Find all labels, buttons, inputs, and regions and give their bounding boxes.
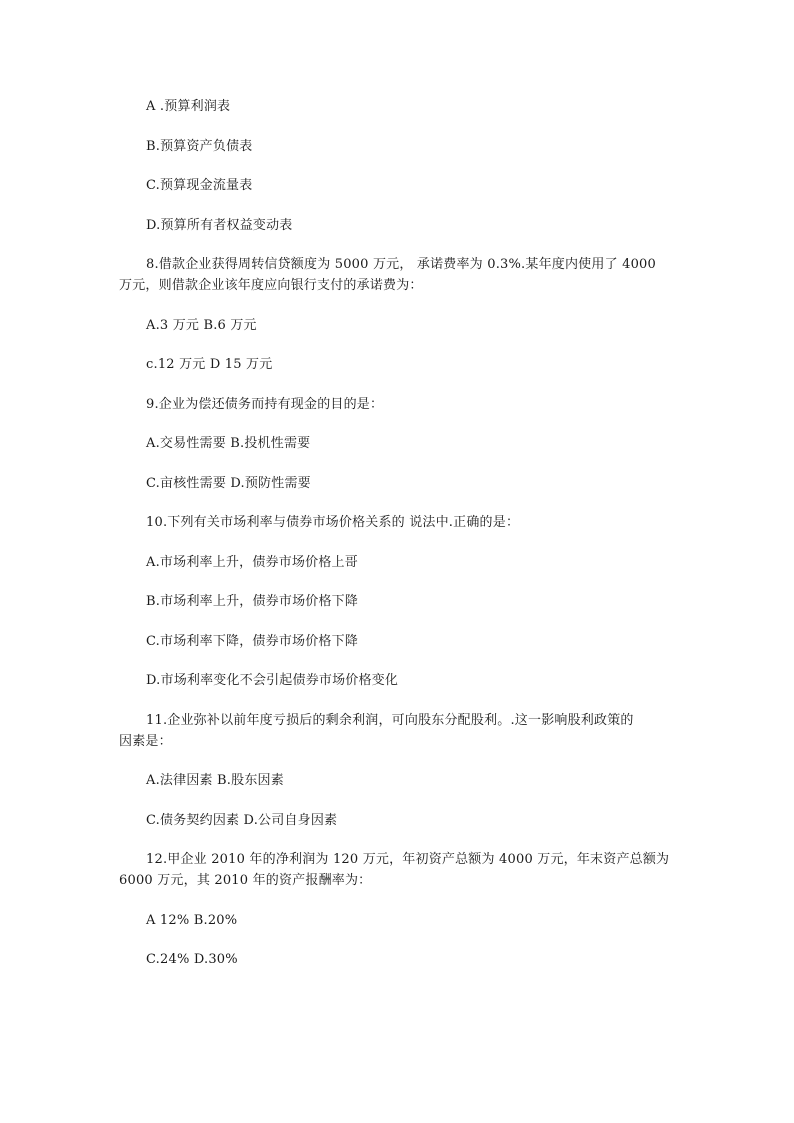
question-10-option-b: B.市场利率上升，债券市场价格下降 xyxy=(146,594,359,609)
question-12-line-2: 6000 万元，其 2010 年的资产报酬率为： xyxy=(119,873,372,888)
option-b-budget-balance-sheet: B.预算资产负债表 xyxy=(146,139,253,154)
question-10-option-d: D.市场利率变化不会引起债券市场价格变化 xyxy=(146,673,399,688)
option-d-budget-equity-changes: D.预算所有者权益变动表 xyxy=(146,218,293,233)
question-11-options-cd: C.债务契约因素 D.公司自身因素 xyxy=(146,813,338,828)
question-12-line-1: 12.甲企业 2010 年的净利润为 120 万元，年初资产总额为 4000 万元，年末资产总额为 xyxy=(146,852,670,867)
question-8-line-1: 8.借款企业获得周转信贷额度为 5000 万元， 承诺费率为 0.3%.某年度内使用了 4000 xyxy=(146,257,656,272)
question-11-line-1: 11.企业弥补以前年度亏损后的剩余利润，可向股东分配股利。.这一影响股利政策的 xyxy=(146,713,634,728)
question-11-line-2: 因素是： xyxy=(119,734,172,749)
question-8-options-cd: c.12 万元 D 15 万元 xyxy=(146,357,273,372)
option-c-budget-cash-flow: C.预算现金流量表 xyxy=(146,178,253,193)
option-a-budget-income-statement: A .预算利润表 xyxy=(146,99,231,114)
question-11-options-ab: A.法律因素 B.股东因素 xyxy=(146,773,284,788)
question-9-options-cd: C.亩核性需要 D.预防性需要 xyxy=(146,476,311,491)
question-9-options-ab: A.交易性需要 B.投机性需要 xyxy=(146,436,311,451)
question-8-line-2: 万元，则借款企业该年度应向银行支付的承诺费为： xyxy=(119,278,423,293)
question-12-options-cd: C.24% D.30% xyxy=(146,952,238,967)
question-12-options-ab: A 12% B.20% xyxy=(146,913,238,928)
question-10-option-a: A.市场利率上升，债券市场价格上哥 xyxy=(146,555,358,570)
question-9: 9.企业为偿还债务而持有现金的目的是： xyxy=(146,397,384,412)
question-8-options-ab: A.3 万元 B.6 万元 xyxy=(146,318,257,333)
question-10-option-c: C.市场利率下降，债券市场价格下降 xyxy=(146,634,359,649)
question-10: 10.下列有关市场利率与债券市场价格关系的 说法中.正确的是： xyxy=(146,515,520,530)
